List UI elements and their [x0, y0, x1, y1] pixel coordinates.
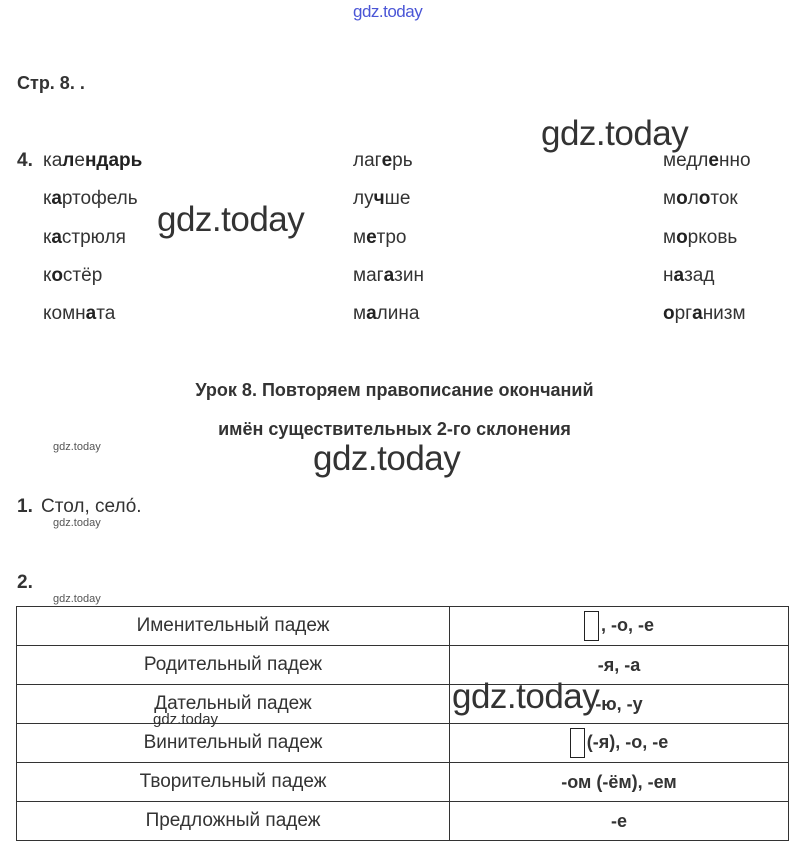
ending-text: -ю, -у	[595, 693, 643, 714]
ending-cell	[450, 607, 789, 646]
watermark: gdz.today	[313, 439, 461, 478]
ending-cell	[450, 802, 789, 841]
watermark-top: gdz.today	[353, 2, 423, 21]
exercise-4-word: магазин	[353, 265, 424, 286]
table-row	[17, 607, 789, 646]
exercise-4-word: малина	[353, 303, 420, 324]
case-name-cell: Именительный падеж	[17, 607, 450, 646]
exercise-1-number: 1.	[17, 496, 33, 517]
exercise-4-word: календарь	[43, 150, 143, 171]
exercise-4-word: назад	[663, 265, 715, 286]
exercise-4-word: комната	[43, 303, 116, 324]
case-name-cell: Родительный падеж	[17, 646, 450, 685]
ending-cell	[450, 646, 789, 685]
exercise-1-answer: Стол, село́.	[41, 496, 142, 517]
ending-text: -е	[610, 810, 627, 831]
ending-cell	[450, 685, 789, 724]
watermark: gdz.today	[541, 114, 689, 153]
exercise-4-word: лучше	[353, 188, 411, 209]
exercise-4-word: организм	[663, 303, 746, 324]
zero-ending-box	[570, 728, 585, 758]
case-name-cell: Винительный падеж	[17, 724, 450, 763]
table-row	[17, 685, 789, 724]
exercise-4-word: молоток	[663, 188, 738, 209]
exercise-4-number: 4.	[17, 150, 33, 171]
watermark-small: gdz.today	[53, 593, 101, 605]
exercise-4-word: кастрюля	[43, 227, 126, 248]
exercise-4-word: картофель	[43, 188, 138, 209]
declension-table	[16, 606, 789, 841]
table-row	[17, 646, 789, 685]
ending-text: -ом (-ём), -ем	[561, 771, 677, 792]
case-name-cell: Дательный падеж	[17, 685, 450, 724]
ending-text: -я, -а	[597, 654, 641, 675]
ending-cell	[450, 724, 789, 763]
ending-text: (-я), -о, -е	[586, 731, 669, 752]
ending-cell	[450, 763, 789, 802]
exercise-4-word: лагерь	[353, 150, 413, 171]
exercise-4-word: метро	[353, 227, 407, 248]
table-row	[17, 763, 789, 802]
watermark: gdz.today	[452, 677, 600, 716]
lesson-title-line-1: Урок 8. Повторяем правописание окончаний	[195, 380, 594, 400]
watermark: gdz.today	[157, 200, 305, 239]
lesson-title-line-2: имён существительных 2-го склонения	[218, 419, 571, 439]
table-row	[17, 724, 789, 763]
page-reference: Стр. 8. .	[17, 73, 85, 93]
watermark-small: gdz.today	[153, 711, 219, 728]
case-name-cell: Предложный падеж	[17, 802, 450, 841]
case-name-cell: Творительный падеж	[17, 763, 450, 802]
watermark-small: gdz.today	[53, 441, 101, 453]
zero-ending-box	[584, 611, 599, 641]
table-row	[17, 802, 789, 841]
exercise-4-word: медленно	[663, 150, 751, 171]
watermark-small: gdz.today	[53, 517, 101, 529]
exercise-4-word: морковь	[663, 227, 738, 248]
exercise-2-number: 2.	[17, 572, 33, 593]
ending-text: , -о, -е	[601, 614, 654, 635]
exercise-4-word: костёр	[43, 265, 103, 286]
